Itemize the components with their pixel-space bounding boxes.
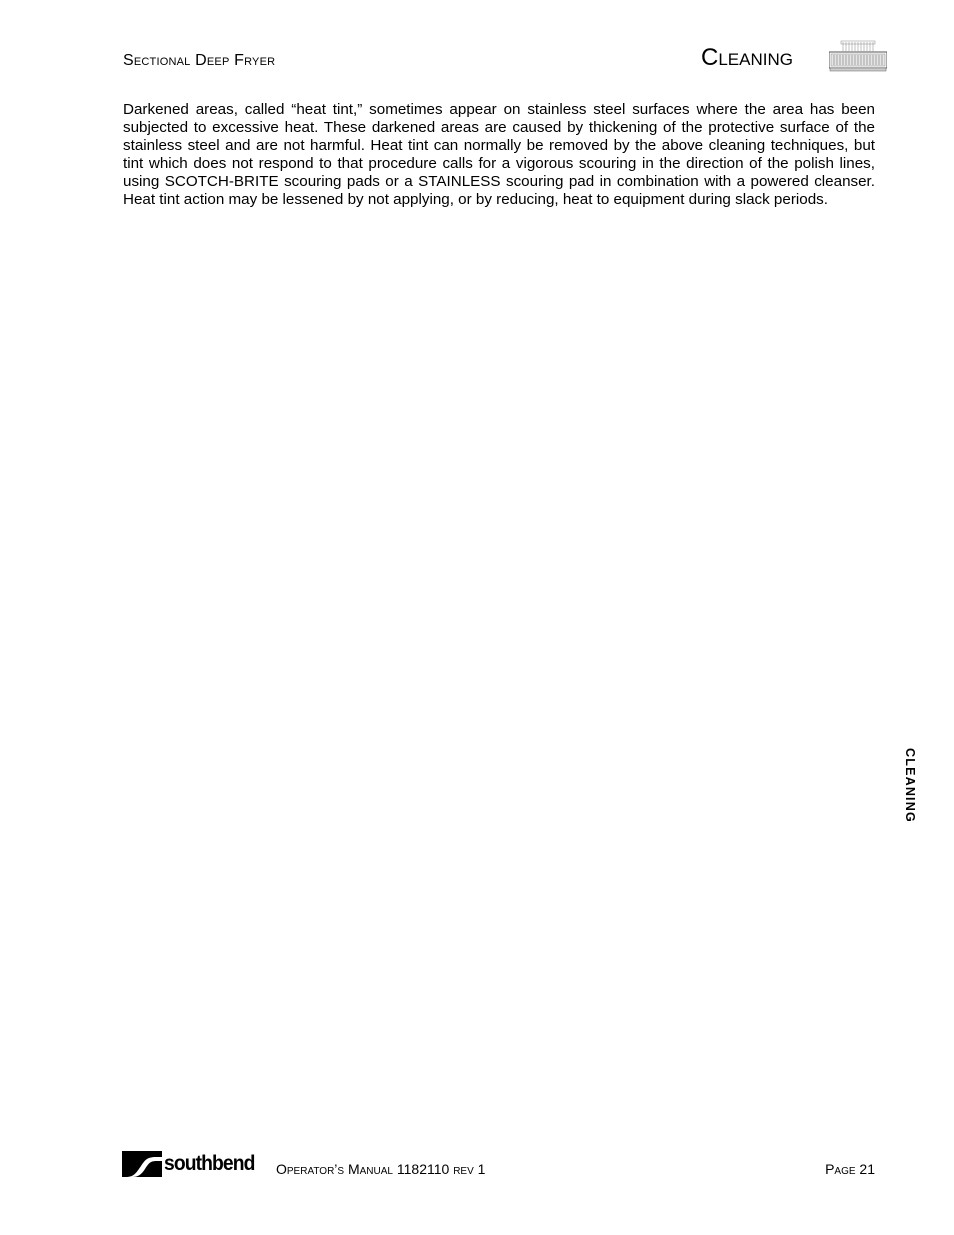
- southbend-logo-icon: [122, 1151, 162, 1177]
- chapter-title: Cleaning: [701, 44, 793, 71]
- southbend-logo: [122, 1150, 262, 1178]
- side-tab-cleaning: CLEANING: [903, 748, 917, 823]
- brand-name: southbend: [164, 1152, 255, 1175]
- manual-reference: Operator’s Manual 1182110 rev 1: [276, 1161, 486, 1177]
- section-title: Sectional Deep Fryer: [123, 52, 276, 69]
- page-number: Page 21: [825, 1161, 875, 1177]
- heat-tint-paragraph: Darkened areas, called “heat tint,” sometimes appear on stainless steel surfaces where the area has been subjected to excessive heat. These darkened areas are caused by thickening of the protective surface of the stainless steel and are not harmful. Heat tint can normally be removed by the above cleaning techniques, but tint which does not respond to that procedure calls for a vigorous scouring in the direction of the polish lines, using SCOTCH-BRITE scouring pads or a STAINLESS scouring pad in combination with a powered cleanser. Heat tint action may be lessened by not applying, or by reducing, heat to equipment during slack periods.: [123, 101, 875, 208]
- fryer-icon: [829, 40, 887, 72]
